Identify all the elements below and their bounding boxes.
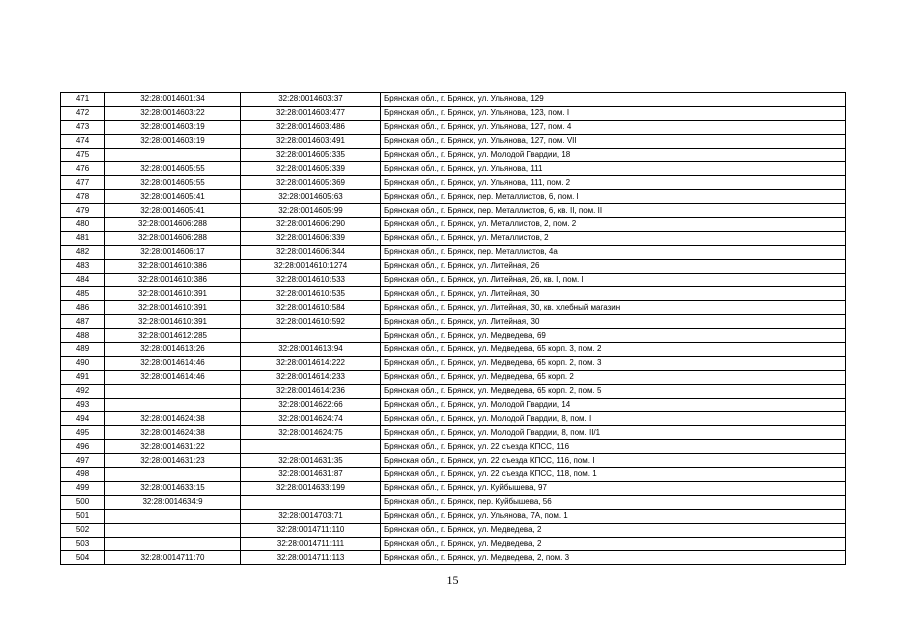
address-cell: Брянская обл., г. Брянск, ул. Ульянова, 7А, пом. 1 <box>381 509 846 523</box>
row-number-cell: 474 <box>61 134 105 148</box>
row-number-cell: 476 <box>61 162 105 176</box>
land-cadastral-number-cell: 32:28:0014711:70 <box>105 551 241 565</box>
row-number-cell: 473 <box>61 120 105 134</box>
address-cell: Брянская обл., г. Брянск, ул. Медведева, 2 <box>381 537 846 551</box>
address-cell: Брянская обл., г. Брянск, ул. Молодой Гвардии, 18 <box>381 148 846 162</box>
land-cadastral-number-cell: 32:28:0014603:19 <box>105 120 241 134</box>
land-cadastral-number-cell: 32:28:0014612:285 <box>105 329 241 343</box>
land-cadastral-number-cell: 32:28:0014631:22 <box>105 440 241 454</box>
object-cadastral-number-cell: 32:28:0014605:369 <box>241 176 381 190</box>
land-cadastral-number-cell: 32:28:0014624:38 <box>105 426 241 440</box>
row-number-cell: 490 <box>61 356 105 370</box>
table-row <box>61 106 846 120</box>
address-cell: Брянская обл., г. Брянск, пер. Металлистов, 4а <box>381 245 846 259</box>
address-cell: Брянская обл., г. Брянск, ул. Ульянова, 123, пом. I <box>381 106 846 120</box>
row-number-cell: 475 <box>61 148 105 162</box>
land-cadastral-number-cell: 32:28:0014603:22 <box>105 106 241 120</box>
table-row <box>61 343 846 357</box>
land-cadastral-number-cell: 32:28:0014634:9 <box>105 495 241 509</box>
object-cadastral-number-cell <box>241 440 381 454</box>
address-cell: Брянская обл., г. Брянск, ул. Медведева, 65 корп. 2 <box>381 370 846 384</box>
object-cadastral-number-cell: 32:28:0014622:66 <box>241 398 381 412</box>
table-row <box>61 481 846 495</box>
land-cadastral-number-cell: 32:28:0014610:391 <box>105 315 241 329</box>
land-cadastral-number-cell: 32:28:0014606:17 <box>105 245 241 259</box>
table-row <box>61 468 846 482</box>
table-row <box>61 537 846 551</box>
object-cadastral-number-cell: 32:28:0014605:335 <box>241 148 381 162</box>
row-number-cell: 494 <box>61 412 105 426</box>
land-cadastral-number-cell <box>105 509 241 523</box>
land-cadastral-number-cell: 32:28:0014610:386 <box>105 273 241 287</box>
page-number: 15 <box>446 573 459 587</box>
address-cell: Брянская обл., г. Брянск, пер. Металлистов, 6, пом. I <box>381 190 846 204</box>
row-number-cell: 495 <box>61 426 105 440</box>
row-number-cell: 503 <box>61 537 105 551</box>
object-cadastral-number-cell: 32:28:0014711:110 <box>241 523 381 537</box>
row-number-cell: 491 <box>61 370 105 384</box>
address-cell: Брянская обл., г. Брянск, ул. 22 съезда КПСС, 116 <box>381 440 846 454</box>
object-cadastral-number-cell: 32:28:0014606:290 <box>241 218 381 232</box>
row-number-cell: 486 <box>61 301 105 315</box>
object-cadastral-number-cell: 32:28:0014605:339 <box>241 162 381 176</box>
object-cadastral-number-cell: 32:28:0014603:37 <box>241 93 381 107</box>
table-row <box>61 509 846 523</box>
table-row <box>61 204 846 218</box>
object-cadastral-number-cell: 32:28:0014610:592 <box>241 315 381 329</box>
object-cadastral-number-cell: 32:28:0014605:99 <box>241 204 381 218</box>
row-number-cell: 484 <box>61 273 105 287</box>
land-cadastral-number-cell: 32:28:0014614:46 <box>105 370 241 384</box>
table-row <box>61 287 846 301</box>
address-cell: Брянская обл., г. Брянск, ул. Литейная, 30 <box>381 315 846 329</box>
table-row <box>61 176 846 190</box>
address-cell: Брянская обл., г. Брянск, ул. Медведева, 2 <box>381 523 846 537</box>
address-cell: Брянская обл., г. Брянск, ул. 22 съезда КПСС, 118, пом. 1 <box>381 468 846 482</box>
address-cell: Брянская обл., г. Брянск, ул. Ульянова, 111, пом. 2 <box>381 176 846 190</box>
object-cadastral-number-cell: 32:28:0014610:535 <box>241 287 381 301</box>
object-cadastral-number-cell: 32:28:0014603:477 <box>241 106 381 120</box>
property-table <box>60 92 846 565</box>
table-row <box>61 231 846 245</box>
address-cell: Брянская обл., г. Брянск, ул. Медведева, 65 корп. 2, пом. 3 <box>381 356 846 370</box>
address-cell: Брянская обл., г. Брянск, ул. 22 съезда КПСС, 116, пом. I <box>381 454 846 468</box>
land-cadastral-number-cell: 32:28:0014631:23 <box>105 454 241 468</box>
object-cadastral-number-cell: 32:28:0014606:339 <box>241 231 381 245</box>
land-cadastral-number-cell: 32:28:0014633:15 <box>105 481 241 495</box>
row-number-cell: 504 <box>61 551 105 565</box>
address-cell: Брянская обл., г. Брянск, ул. Медведева, 65 корп. 2, пом. 5 <box>381 384 846 398</box>
land-cadastral-number-cell <box>105 523 241 537</box>
land-cadastral-number-cell: 32:28:0014605:55 <box>105 162 241 176</box>
object-cadastral-number-cell: 32:28:0014603:486 <box>241 120 381 134</box>
address-cell: Брянская обл., г. Брянск, ул. Литейная, 26 <box>381 259 846 273</box>
object-cadastral-number-cell: 32:28:0014631:87 <box>241 468 381 482</box>
row-number-cell: 500 <box>61 495 105 509</box>
address-cell: Брянская обл., г. Брянск, ул. Ульянова, 127, пом. VII <box>381 134 846 148</box>
land-cadastral-number-cell: 32:28:0014613:26 <box>105 343 241 357</box>
object-cadastral-number-cell <box>241 329 381 343</box>
address-cell: Брянская обл., г. Брянск, ул. Ульянова, 129 <box>381 93 846 107</box>
table-row <box>61 329 846 343</box>
table-row <box>61 120 846 134</box>
land-cadastral-number-cell <box>105 398 241 412</box>
address-cell: Брянская обл., г. Брянск, ул. Медведева, 69 <box>381 329 846 343</box>
table-row <box>61 440 846 454</box>
row-number-cell: 478 <box>61 190 105 204</box>
table-row <box>61 93 846 107</box>
row-number-cell: 492 <box>61 384 105 398</box>
address-cell: Брянская обл., г. Брянск, ул. Литейная, 30 <box>381 287 846 301</box>
table-row <box>61 148 846 162</box>
address-cell: Брянская обл., г. Брянск, ул. Ульянова, 111 <box>381 162 846 176</box>
table-row <box>61 426 846 440</box>
land-cadastral-number-cell: 32:28:0014610:391 <box>105 301 241 315</box>
object-cadastral-number-cell: 32:28:0014613:94 <box>241 343 381 357</box>
table-row <box>61 398 846 412</box>
object-cadastral-number-cell: 32:28:0014631:35 <box>241 454 381 468</box>
address-cell: Брянская обл., г. Брянск, ул. Медведева, 2, пом. 3 <box>381 551 846 565</box>
object-cadastral-number-cell: 32:28:0014614:233 <box>241 370 381 384</box>
table-row <box>61 356 846 370</box>
row-number-cell: 487 <box>61 315 105 329</box>
land-cadastral-number-cell <box>105 148 241 162</box>
land-cadastral-number-cell: 32:28:0014605:41 <box>105 204 241 218</box>
object-cadastral-number-cell: 32:28:0014614:236 <box>241 384 381 398</box>
object-cadastral-number-cell: 32:28:0014603:491 <box>241 134 381 148</box>
table-row <box>61 245 846 259</box>
object-cadastral-number-cell: 32:28:0014610:1274 <box>241 259 381 273</box>
table-row <box>61 301 846 315</box>
table-row <box>61 370 846 384</box>
land-cadastral-number-cell: 32:28:0014610:386 <box>105 259 241 273</box>
table-body <box>61 93 846 565</box>
land-cadastral-number-cell: 32:28:0014624:38 <box>105 412 241 426</box>
address-cell: Брянская обл., г. Брянск, ул. Куйбышева, 97 <box>381 481 846 495</box>
land-cadastral-number-cell <box>105 468 241 482</box>
table-row <box>61 315 846 329</box>
row-number-cell: 493 <box>61 398 105 412</box>
address-cell: Брянская обл., г. Брянск, ул. Литейная, 26, кв. I, пом. I <box>381 273 846 287</box>
object-cadastral-number-cell: 32:28:0014610:584 <box>241 301 381 315</box>
row-number-cell: 502 <box>61 523 105 537</box>
table-row <box>61 259 846 273</box>
row-number-cell: 498 <box>61 468 105 482</box>
row-number-cell: 477 <box>61 176 105 190</box>
table-row <box>61 384 846 398</box>
row-number-cell: 489 <box>61 343 105 357</box>
address-cell: Брянская обл., г. Брянск, ул. Молодой Гвардии, 8, пом. II/1 <box>381 426 846 440</box>
row-number-cell: 479 <box>61 204 105 218</box>
address-cell: Брянская обл., г. Брянск, ул. Молодой Гвардии, 8, пом. I <box>381 412 846 426</box>
row-number-cell: 471 <box>61 93 105 107</box>
address-cell: Брянская обл., г. Брянск, ул. Металлистов, 2 <box>381 231 846 245</box>
row-number-cell: 497 <box>61 454 105 468</box>
address-cell: Брянская обл., г. Брянск, ул. Молодой Гвардии, 14 <box>381 398 846 412</box>
land-cadastral-number-cell <box>105 537 241 551</box>
row-number-cell: 496 <box>61 440 105 454</box>
row-number-cell: 501 <box>61 509 105 523</box>
row-number-cell: 481 <box>61 231 105 245</box>
land-cadastral-number-cell: 32:28:0014610:391 <box>105 287 241 301</box>
table-row <box>61 454 846 468</box>
row-number-cell: 499 <box>61 481 105 495</box>
row-number-cell: 488 <box>61 329 105 343</box>
object-cadastral-number-cell: 32:28:0014624:74 <box>241 412 381 426</box>
table-row <box>61 551 846 565</box>
land-cadastral-number-cell: 32:28:0014606:288 <box>105 218 241 232</box>
object-cadastral-number-cell: 32:28:0014633:199 <box>241 481 381 495</box>
address-cell: Брянская обл., г. Брянск, пер. Металлистов, 6, кв. II, пом. II <box>381 204 846 218</box>
table-row <box>61 273 846 287</box>
address-cell: Брянская обл., г. Брянск, пер. Куйбышева, 56 <box>381 495 846 509</box>
object-cadastral-number-cell: 32:28:0014605:63 <box>241 190 381 204</box>
table-row <box>61 134 846 148</box>
address-cell: Брянская обл., г. Брянск, ул. Медведева, 65 корп. 3, пом. 2 <box>381 343 846 357</box>
land-cadastral-number-cell: 32:28:0014605:41 <box>105 190 241 204</box>
land-cadastral-number-cell: 32:28:0014614:46 <box>105 356 241 370</box>
object-cadastral-number-cell: 32:28:0014703:71 <box>241 509 381 523</box>
object-cadastral-number-cell: 32:28:0014711:111 <box>241 537 381 551</box>
table-row <box>61 412 846 426</box>
land-cadastral-number-cell: 32:28:0014603:19 <box>105 134 241 148</box>
land-cadastral-number-cell: 32:28:0014606:288 <box>105 231 241 245</box>
table-row <box>61 162 846 176</box>
object-cadastral-number-cell: 32:28:0014711:113 <box>241 551 381 565</box>
row-number-cell: 480 <box>61 218 105 232</box>
object-cadastral-number-cell <box>241 495 381 509</box>
table-row <box>61 190 846 204</box>
address-cell: Брянская обл., г. Брянск, ул. Ульянова, 127, пом. 4 <box>381 120 846 134</box>
table-row <box>61 218 846 232</box>
row-number-cell: 472 <box>61 106 105 120</box>
address-cell: Брянская обл., г. Брянск, ул. Металлистов, 2, пом. 2 <box>381 218 846 232</box>
object-cadastral-number-cell: 32:28:0014610:533 <box>241 273 381 287</box>
table-row <box>61 523 846 537</box>
row-number-cell: 483 <box>61 259 105 273</box>
table-row <box>61 495 846 509</box>
object-cadastral-number-cell: 32:28:0014614:222 <box>241 356 381 370</box>
object-cadastral-number-cell: 32:28:0014606:344 <box>241 245 381 259</box>
row-number-cell: 482 <box>61 245 105 259</box>
land-cadastral-number-cell: 32:28:0014601:34 <box>105 93 241 107</box>
row-number-cell: 485 <box>61 287 105 301</box>
address-cell: Брянская обл., г. Брянск, ул. Литейная, 30, кв. хлебный магазин <box>381 301 846 315</box>
land-cadastral-number-cell <box>105 384 241 398</box>
object-cadastral-number-cell: 32:28:0014624:75 <box>241 426 381 440</box>
land-cadastral-number-cell: 32:28:0014605:55 <box>105 176 241 190</box>
